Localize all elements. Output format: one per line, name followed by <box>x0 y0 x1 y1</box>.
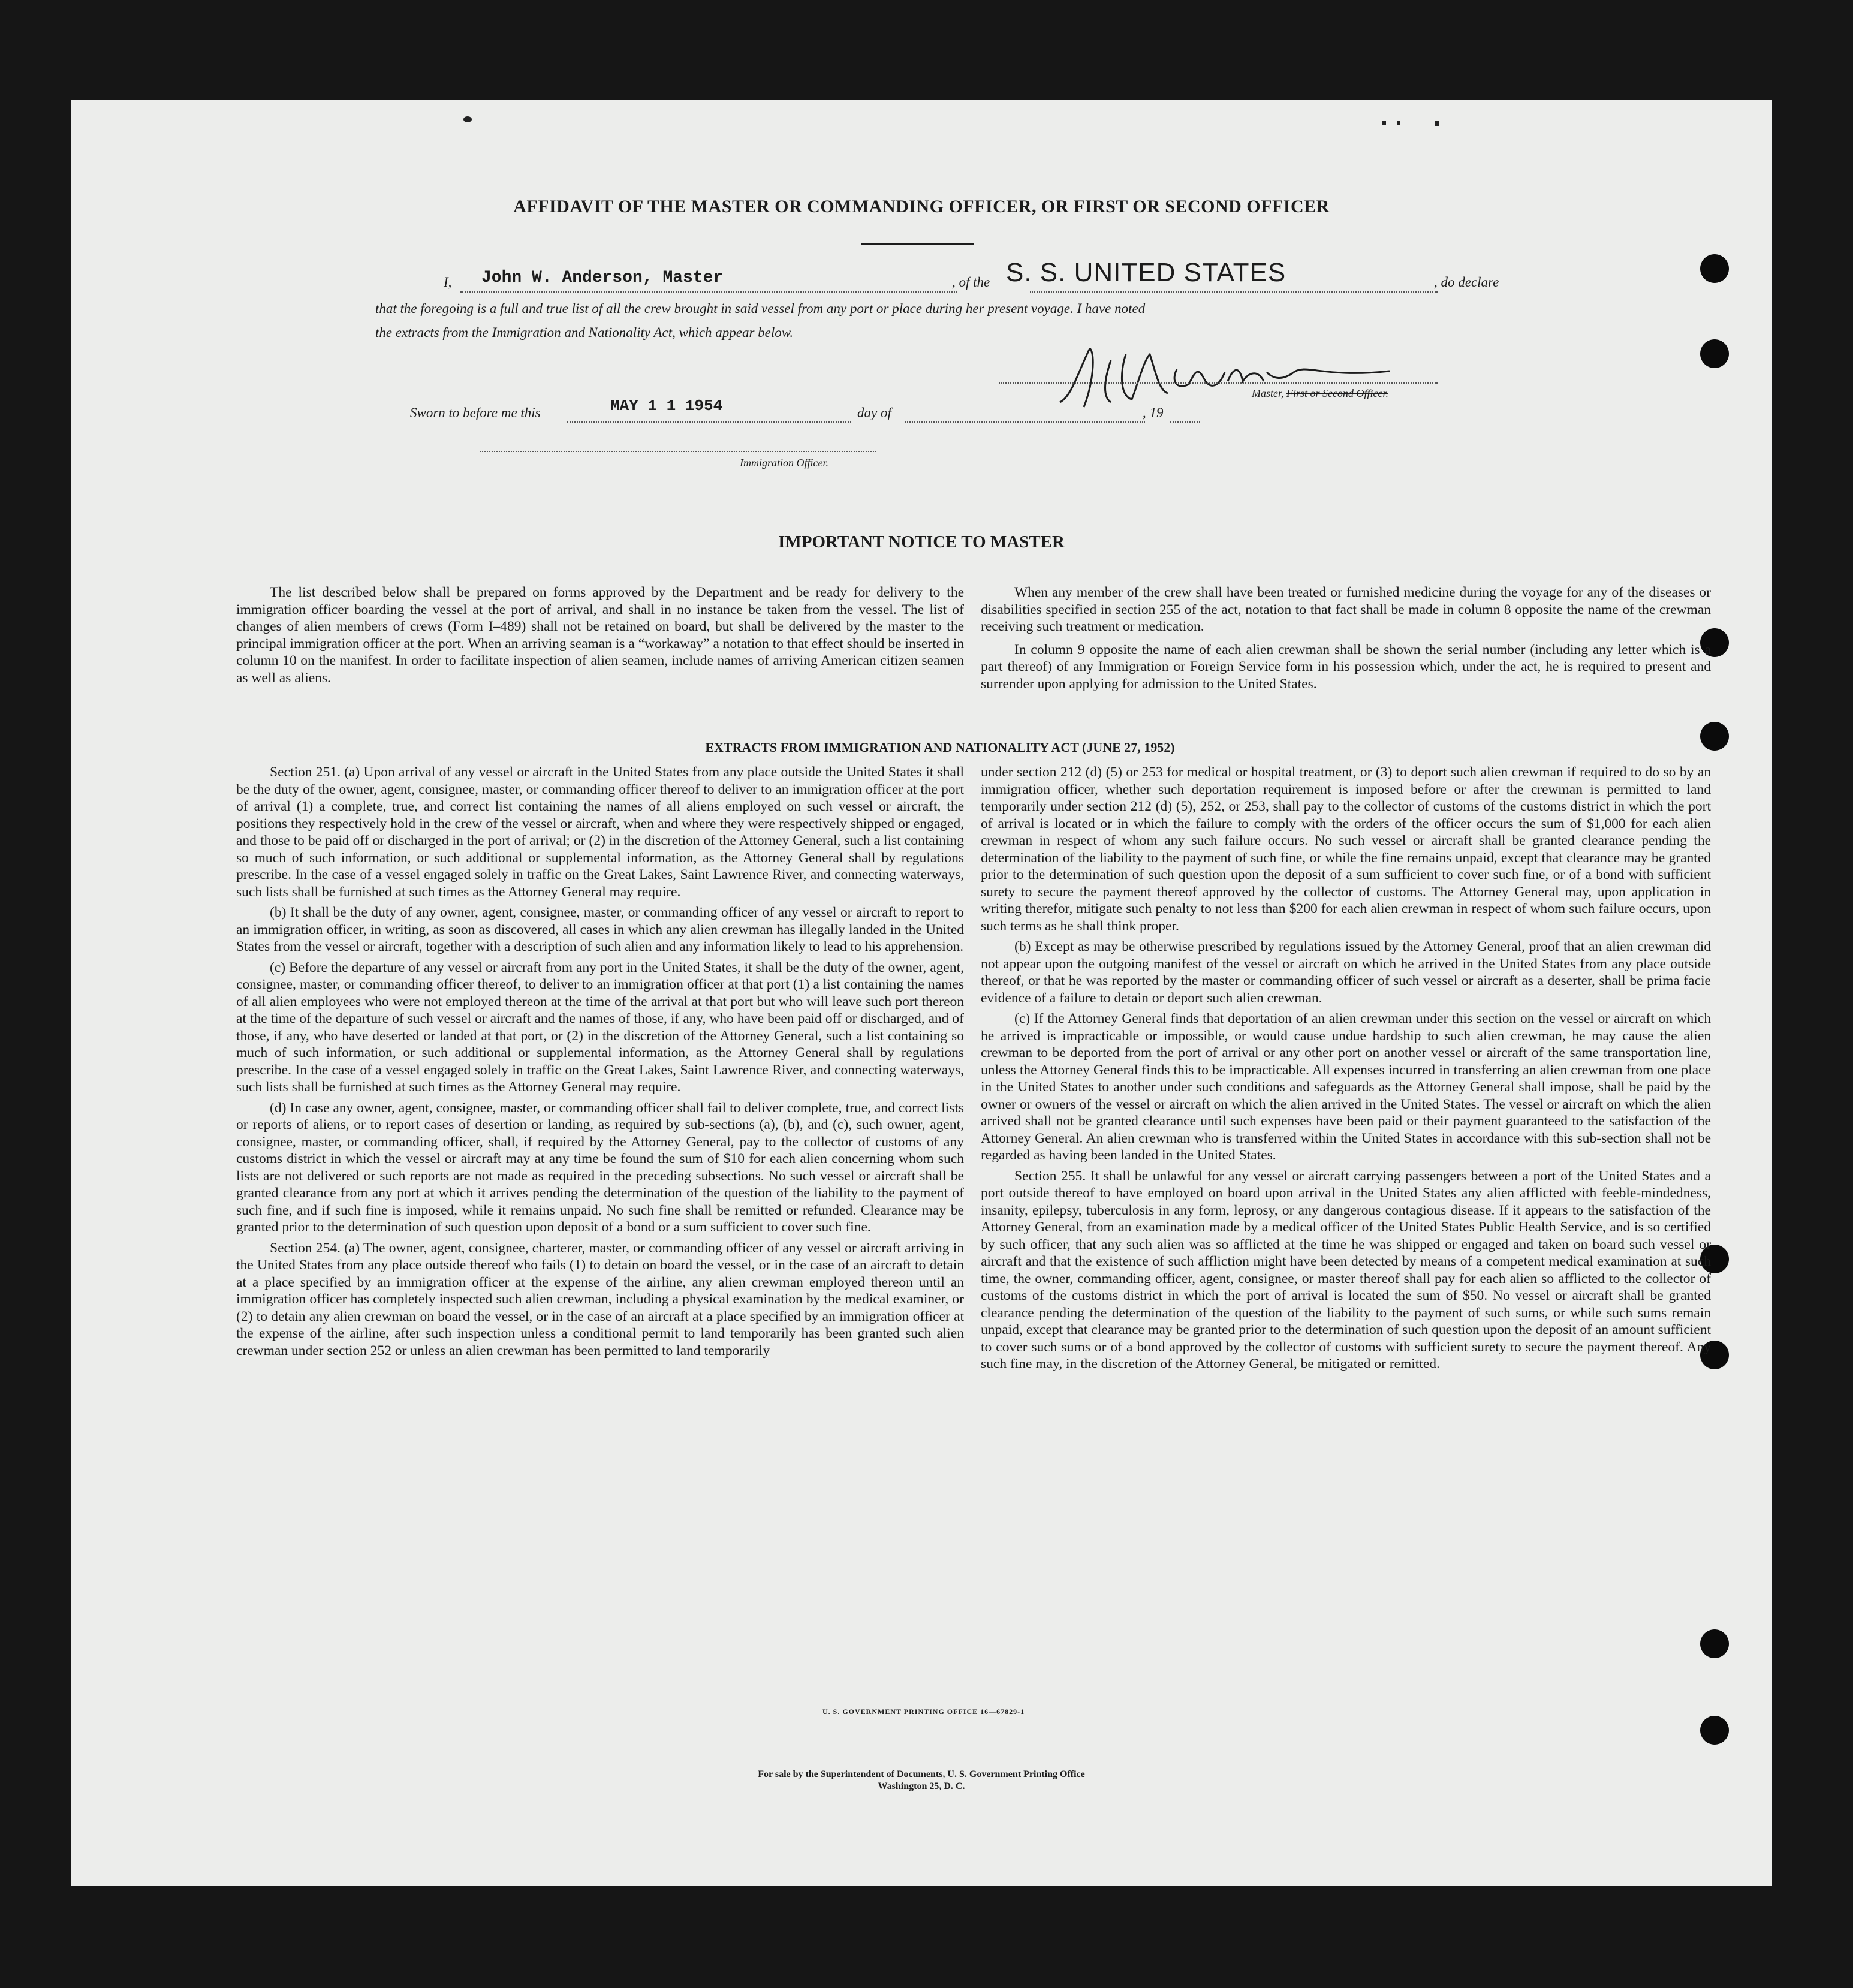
extract-paragraph: Section 254. (a) The owner, agent, consignee, charterer, master, or commanding officer of any vessel or aircraft arriving in the United States from any place outside thereof who fails (1) to detain on board the vessel, or in the case of an aircraft to detain at a place specified by an immigration officer at the expense of the airline, any alien crewman employed thereon until an immigration officer has completely inspected such alien crewman, including a physical examination by the medical examiner, or (2) to detain any alien crewman on board the vessel, or in the case of an aircraft at a place specified by an immigration officer at the expense of the airline, after such inspection unless a conditional permit to land temporarily has been granted such alien crewman under section 252 or unless an alien crewman has been permitted to land temporarily <box>236 1240 964 1359</box>
scan-mark <box>1435 121 1439 126</box>
name-fill-line <box>460 291 957 293</box>
notice-left-column <box>236 584 964 690</box>
year-label: , 19 <box>1143 405 1164 420</box>
declaration-prefix: I, <box>444 275 452 290</box>
vessel-fill-line <box>1030 291 1438 293</box>
extract-paragraph: (d) In case any owner, agent, consignee, master, or commanding officer shall fail to deliver complete, true, and correct lists or reports of aliens, or to report cases of desertion or landing, as required by sub-sections (a), (b), and (c), such owner, agent, consignee, master, or commanding officer, shall, if required by the Attorney General, pay to the collector of customs of any customs district in which the vessel or aircraft may at any time be found the sum of $10 for each alien concerning whom such lists are not delivered or such reports are not made as required in the preceding subsections. No such vessel or aircraft shall be granted clearance from any port at which it arrives pending the determination of the question of the liability to the payment of such fine, and if such fine is imposed, while it remains unpaid. No such fine shall be remitted or refunded. Clearance may be granted prior to the determination of such question upon deposit of a bond or a sum sufficient to cover such fine. <box>236 1100 964 1235</box>
punch-hole <box>1700 339 1729 368</box>
declaration-line-2: that the foregoing is a full and true list of all the crew brought in said vessel from any port or place during her present voyage. I have noted <box>375 301 1146 316</box>
printer-line: U. S. GOVERNMENT PRINTING OFFICE 16—67829-1 <box>822 1707 1025 1716</box>
signature-caption <box>1252 387 1388 400</box>
day-of-label: day of <box>857 405 891 420</box>
document-page <box>71 100 1772 1886</box>
officer-signature-line <box>480 451 876 452</box>
extract-paragraph: (b) Except as may be otherwise prescribed by regulations issued by the Attorney General, proof that an alien crewman did not appear upon the outgoing manifest of the vessel or aircraft on which he arrived in the United States from any place outside thereof, or that he was reported by the master or commanding officer of such vessel or aircraft as a deserter, shall be prima facie evidence of a failure to detain or deport such alien crewman. <box>981 939 1711 1006</box>
extracts-right-column <box>981 764 1711 1376</box>
of-the-label: , of the <box>952 275 990 290</box>
extract-paragraph: Section 255. It shall be unlawful for any vessel or aircraft carrying passengers between a port of the United States and a port outside thereof to have employed on board upon arrival in the United States any alien afflicted with feeble-mindedness, insanity, epilepsy, tuberculosis in any form, leprosy, or any dangerous contagious disease. If it appears to the satisfaction of the Attorney General, from an examination made by a medical officer of the United States Public Health Service, and is so certified by such officer, that any such alien was so afflicted at the time he was shipped or engaged and taken on board such vessel or aircraft and that the existence of such affliction might have been detected by means of a competent medical examination at such time, the owner, commanding officer, agent, consignee, or master thereof shall pay for each alien so afflicted to the collector of customs of the customs district in which the port of arrival is located the sum of $50. No vessel or aircraft shall be granted clearance pending the determination of the question of the liability to the payment of such sums, or while such sums remain unpaid, except that clearance may be granted prior to the determination of such question upon the deposit of an amount sufficient to cover such sums or of a bond approved by the collector of customs with sufficient surety to secure the payment thereof. Any such fine may, in the discretion of the Attorney General, be mitigated or remitted. <box>981 1168 1711 1372</box>
extracts-title: EXTRACTS FROM IMMIGRATION AND NATIONALITY ACT (JUNE 27, 1952) <box>705 740 1175 755</box>
notice-paragraph: When any member of the crew shall have been treated or furnished medicine during the voyage for any of the diseases or disabilities specified in section 255 of the act, notation to that fact shall be made in column 8 opposite the name of the crewman receiving such treatment or medication. <box>981 585 1711 634</box>
do-declare-label: , do declare <box>1434 275 1499 290</box>
declaration-line-3: the extracts from the Immigration and Nationality Act, which appear below. <box>375 325 794 340</box>
sale-line-2: Washington 25, D. C. <box>878 1781 965 1791</box>
sworn-fill-line <box>567 421 851 423</box>
master-name: John W. Anderson, Master <box>481 269 724 287</box>
extract-paragraph: under section 212 (d) (5) or 253 for medical or hospital treatment, or (3) to deport such alien crewman if required to do so by an immigration officer, whether such deportation requirement is imposed before or after the crewman is permitted to land temporarily under section 212 (d) (5), 252, or 253, shall pay to the collector of customs of the customs district in which the port of arrival is located or in which the failure to comply with the orders of the officer occurs the sum of $1,000 for each alien crewman in respect of whom any such failure occurs. No such vessel or aircraft shall be granted clearance pending the determination of the liability to the payment of such fine, or while the fine remains unpaid, except that clearance may be granted prior to the determination of such question upon the deposit of a sum sufficient to cover such fine, or of a bond with sufficient surety to secure the payment thereof approved by the collector of customs. The Attorney General may, upon application in writing therefor, mitigate such penalty to not less than $200 for each alien crewman in respect of whom such failure occurs, upon such terms as he shall think proper. <box>981 764 1711 934</box>
immigration-officer-caption: Immigration Officer. <box>740 457 828 469</box>
title-rule <box>861 243 974 245</box>
extract-paragraph: (c) Before the departure of any vessel or aircraft from any port in the United States, it shall be the duty of the owner, agent, consignee, master, or commanding officer thereof, to deliver to an immigration officer at that port (1) a list containing the names of all alien employees who were not employed thereon at the time of the arrival at that port but who will leave such port thereon at the time of the departure of such vessel or aircraft and the names of those, if any, who have been paid off or discharged, and of those, if any, who have deserted or landed at that port, or (2) in the discretion of the Attorney General, such a list containing so much of such information, or such additional or supplemental information, as the Attorney General shall by regulations prescribe. In the case of a vessel engaged solely in traffic on the Great Lakes, Saint Lawrence River, and connecting waterways, such lists shall be furnished at such times as the Attorney General may require. <box>236 959 964 1095</box>
punch-hole <box>1700 1629 1729 1658</box>
notice-paragraph: The list described below shall be prepared on forms approved by the Department and be ready for delivery to the immigration officer boarding the vessel at the port of arrival, and shall in no instance be taken from the vessel. The list of changes of alien members of crews (Form I–489) shall not be retained on board, but shall be delivered by the master to the principal immigration officer at the port. When an arriving seaman is a “workaway” a notation to that effect should be inserted in column 10 on the manifest. In order to facilitate inspection of alien seamen, include names of arriving American citizen seamen as well as aliens. <box>236 585 964 686</box>
notice-title: IMPORTANT NOTICE TO MASTER <box>778 532 1065 552</box>
scan-mark <box>463 116 472 122</box>
notice-paragraph: In column 9 opposite the name of each alien crewman shall be shown the serial number (including any letter which is a part thereof) of any Immigration or Foreign Service form in his possession which, under the act, he is required to present and surrender upon applying for admission to the United States. <box>981 641 1711 692</box>
caption-master: Master, <box>1252 387 1286 399</box>
scan-mark <box>1397 121 1400 125</box>
sale-line-1: For sale by the Superintendent of Documents, U. S. Government Printing Office <box>758 1769 1085 1779</box>
affidavit-title: AFFIDAVIT OF THE MASTER OR COMMANDING OFFICER, OR FIRST OR SECOND OFFICER <box>513 197 1330 216</box>
notice-right-column <box>981 584 1711 696</box>
year-fill-line <box>1170 421 1200 423</box>
master-signature <box>1054 336 1414 414</box>
extract-paragraph: Section 251. (a) Upon arrival of any vessel or aircraft in the United States from any place outside the United States it shall be the duty of the owner, agent, consignee, master, or commanding officer thereof to deliver to an immigration officer at the port of arrival (1) a complete, true, and correct list containing the names of all aliens employed on such vessel or aircraft, the positions they respectively hold in the crew of the vessel or aircraft, when and where they were respectively shipped or engaged, and those to be paid off or discharged in the port of arrival; or (2) in the discretion of the Attorney General, such a list containing so much of such information, or such additional or supplemental information, as the Attorney General shall by regulations prescribe. In the case of a vessel engaged solely in traffic on the Great Lakes, Saint Lawrence River, and connecting waterways, such lists shall be furnished at such times as the Attorney General may require. <box>236 764 964 900</box>
extract-paragraph: (c) If the Attorney General finds that deportation of an alien crewman under this section on the vessel or aircraft on which he arrived is impracticable or impossible, or would cause undue hardship to such alien crewman, he may cause the alien crewman to be deported from the port of arrival or any other port on another vessel or aircraft of the same transportation line, unless the Attorney General finds this to be impracticable. All expenses incurred in transferring an alien crewman from one place in the United States to another under such conditions and safeguards as the Attorney General shall impose, shall be paid by the owner or owners of the vessel or aircraft on which the alien arrived in the United States. The vessel or aircraft on which the alien arrived shall not be granted clearance until such expenses have been paid or their payment guaranteed to the satisfaction of the Attorney General. An alien crewman who is transferred within the United States in accordance with this sub-section shall not be regarded as having been landed in the United States. <box>981 1011 1711 1163</box>
extract-paragraph: (b) It shall be the duty of any owner, agent, consignee, master, or commanding officer of any vessel or aircraft to report to an immigration officer, in writing, as soon as discovered, all cases in which any alien crewman has illegally landed in the United States from the vessel or aircraft, together with a description of such alien and any information likely to lead to his apprehension. <box>236 905 964 954</box>
vessel-name: S. S. UNITED STATES <box>1006 258 1286 287</box>
punch-hole <box>1700 722 1729 751</box>
caption-struck: First or Second Officer. <box>1286 387 1388 399</box>
month-fill-line <box>905 421 1145 423</box>
signature-line <box>999 382 1438 384</box>
extracts-left-column <box>236 764 964 1363</box>
punch-hole <box>1700 254 1729 283</box>
punch-hole <box>1700 1716 1729 1745</box>
sworn-label: Sworn to before me this <box>410 405 541 420</box>
scan-mark <box>1382 121 1386 125</box>
sworn-date: MAY 1 1 1954 <box>610 397 723 415</box>
